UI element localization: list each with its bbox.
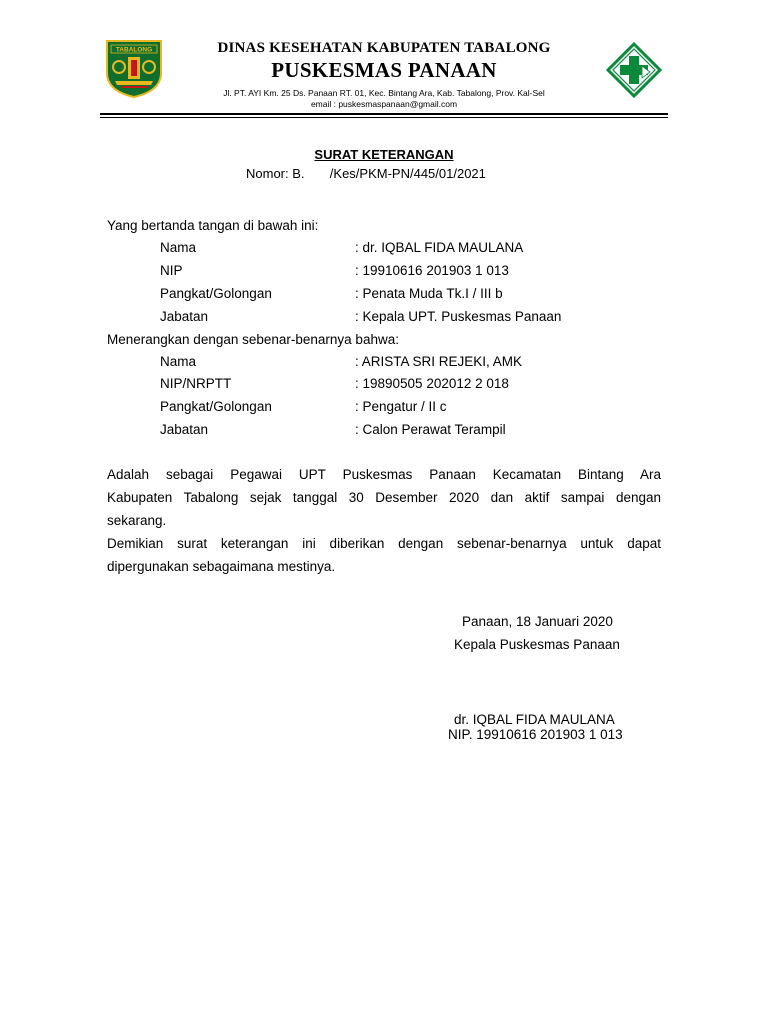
subject-label: Pangkat/Golongan — [160, 399, 272, 414]
subject-label: Nama — [160, 354, 197, 369]
signer-label: NIP — [160, 263, 183, 278]
body-paragraph-2 — [107, 532, 661, 578]
signer-position: Kepala Puskesmas Panaan — [454, 637, 620, 652]
body-line: dipergunakan sebagaimana mestinya. — [107, 559, 336, 574]
signer-label: Nama — [160, 240, 197, 255]
body-paragraph-1 — [107, 463, 661, 532]
intro-text: Yang bertanda tangan di bawah ini: — [107, 218, 319, 233]
signer-label: Jabatan — [160, 309, 209, 324]
subject-value: : Calon Perawat Terampil — [355, 422, 506, 437]
body-line: Kabupaten Tabalong sejak tanggal 30 Desember 2020 dan aktif sampai dengan — [107, 490, 661, 505]
institution-name: PUSKESMAS PANAAN — [271, 58, 497, 82]
svg-text:TABALONG: TABALONG — [115, 46, 153, 54]
signer-value: : dr. IQBAL FIDA MAULANA — [355, 240, 524, 255]
signer-value: : Penata Muda Tk.I / III b — [355, 286, 503, 301]
signer-value: : 19910616 201903 1 013 — [355, 263, 509, 278]
letter-number: Nomor: B. /Kes/PKM-PN/445/01/2021 — [246, 166, 486, 181]
place-date: Panaan, 18 Januari 2020 — [462, 614, 613, 629]
subject-value: : ARISTA SRI REJEKI, AMK — [355, 354, 523, 369]
letter-title: SURAT KETERANGAN — [314, 147, 454, 162]
body-line: Adalah sebagai Pegawai UPT Puskesmas Panaan Kecamatan Bintang Ara — [107, 467, 661, 482]
subject-label: Jabatan — [160, 422, 209, 437]
institution-address: Jl. PT. AYI Km. 25 Ds. Panaan RT. 01, Kec. Bintang Ara, Kab. Tabalong, Prov. Kal-Sel — [223, 88, 545, 98]
body-line: sekarang. — [107, 513, 167, 528]
header-rule-thick — [100, 113, 668, 115]
header-rule-thin — [100, 117, 668, 118]
signer-nip: NIP. 19910616 201903 1 013 — [448, 727, 623, 742]
subject-label: NIP/NRPTT — [160, 376, 232, 391]
statement-text: Menerangkan dengan sebenar-benarnya bahwa: — [107, 332, 399, 347]
tabalong-regency-logo-icon — [103, 37, 165, 99]
signer-value: : Kepala UPT. Puskesmas Panaan — [355, 309, 562, 324]
agency-name: DINAS KESEHATAN KABUPATEN TABALONG — [217, 40, 551, 56]
subject-value: : 19890505 202012 2 018 — [355, 376, 509, 391]
signer-label: Pangkat/Golongan — [160, 286, 272, 301]
signer-name: dr. IQBAL FIDA MAULANA — [454, 712, 615, 727]
subject-value: : Pengatur / II c — [355, 399, 447, 414]
body-line: Demikian surat keterangan ini diberikan dengan sebenar-benarnya untuk dapat — [107, 536, 661, 551]
institution-email: email : puskesmaspanaan@gmail.com — [310, 99, 458, 109]
puskesmas-logo-icon — [606, 42, 662, 98]
